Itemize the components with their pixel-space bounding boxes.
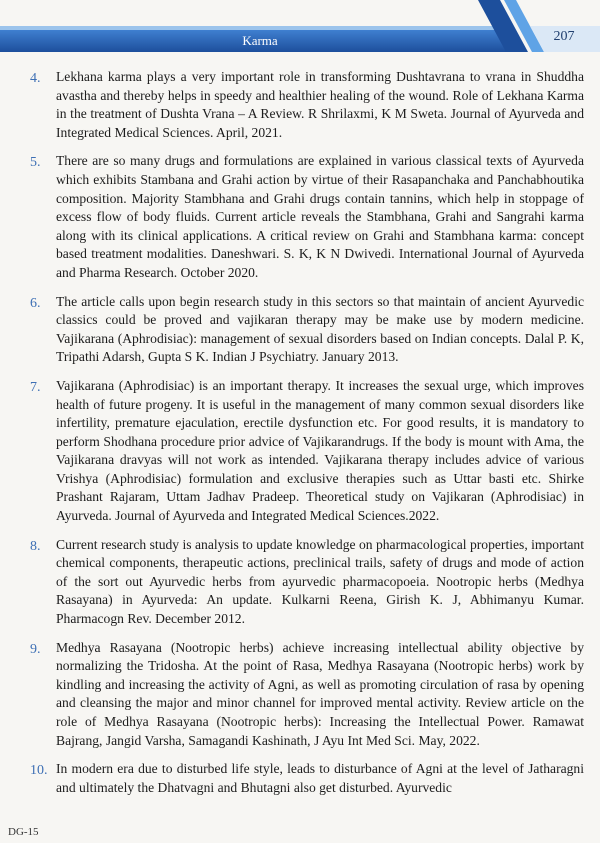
reference-number: 4. [30,71,41,86]
reference-list [24,68,584,807]
reference-text: The article calls upon begin research study in this sectors so that maintain of ancient Ayurvedic classics could be proved and vajikaran therapy may be make use by modern medicine. Vajikarana (Aphrodisiac): management of sexual disorders based on Indian concepts. Dalal P. K, Tripathi Adarsh, Gupta S K. Indian J Psychiatry. January 2013. [56,293,584,365]
reference-number: 9. [30,641,41,657]
reference-number: 7. [30,379,41,395]
reference-item [24,377,584,526]
reference-item [24,152,584,282]
reference-item [24,536,584,629]
reference-number: 5. [30,155,41,171]
page-number: 207 [553,29,575,44]
reference-number: 10. [30,763,48,779]
reference-text: Current research study is analysis to update knowledge on pharmacological properties, important chemical components, therapeutic actions, preclinical trails, safety of drugs and mode of action of the sort out Ayurvedic herbs from ayurvedic pharmacopoeia. Nootropic herbs (Medhya Rasayana) in Ayurveda: An update. Kulkarni Reena, Girish K. J, Abhimanyu Kumar. Pharmacogn Rev. December 2012. [56,536,584,627]
running-header-title: Karma [242,33,278,48]
reference-number: 6. [30,295,41,311]
header-banner [0,0,600,62]
reference-text: Vajikarana (Aphrodisiac) is an important therapy. It increases the sexual urge, which improves health of future progeny. It is useful in the management of many common sexual disorders like infertility, premature ejaculation, erectile dysfunction etc. For good results, it is mandatory to perform Shodhana procedure prior advice of Vajikarandrugs. If the body is mount with Ama, the Vajikarana dravyas will not work as intended. Vajikarana therapy includes advice of various Vrishya (Aphrodisiac) formulation and exclusive therapies such as Uttar basti etc. Shirke Prashant Rajaram, Uttam Jadhav Pradeep. Theoretical study on Vajikaran (Aphrodisiac) in Ayurveda. Journal of Ayurveda and Integrated Medical Sciences.2022. [56,377,584,524]
header-strip [0,26,508,30]
reference-number: 8. [30,538,41,554]
page-header [0,0,600,62]
reference-item [24,68,584,142]
reference-text: In modern era due to disturbed life style, leads to disturbance of Agni at the level of Jatharagni and ultimately the Dhatvagni and Bhutagni also get disturbed. Ayurvedic [56,761,584,795]
reference-text: There are so many drugs and formulations are explained in various classical texts of Ayurveda which exhibits Stambana and Grahi action by virtue of their Rasapanchaka and Panchabhoutika composition. Majority Stambhana and Grahi drugs contain tannins, which help in stoppage of excess flow of body fluids. Current article reveals the Stambhana, Grahi and Sangrahi karma along with its clinical applications. A critical review on Grahi and Stambhana karma: concept based treatment modalities. Daneshwari. S. K, K N Dwivedi. International Journal of Ayurveda and Pharma Research. October 2020. [56,153,584,280]
reference-text: Lekhana karma plays a very important role in transforming Dushtavrana to vrana in Shuddha avastha and thereby helps in speedy and healthier healing of the wound. Role of Lekhana Karma in the treatment of Dushta Vrana – A Review. R Shrilaxmi, K M Sweta. Journal of Ayurveda and Integrated Medical Sciences. April, 2021. [56,69,584,140]
reference-text: Medhya Rasayana (Nootropic herbs) achieve increasing intellectual ability objective by normalizing the Tridosha. At the point of Rasa, Medhya Rasayana (Nootropic herbs) work by kindling and increasing the activity of Agni, as well as promoting circulation of rasa by opening and cleansing the major and minor channel for improved mental activity. Review article on the role of Medhya Rasayana (Nootropic herbs): Increasing the Intellectual Power. Ramawat Bajrang, Jangid Varsha, Samagandi Kashinath, J Ayu Int Med Sci. May, 2022. [56,639,584,748]
reference-item [24,293,584,367]
page-footer-label: DG-15 [8,826,39,838]
reference-item [24,760,584,797]
reference-item [24,639,584,751]
